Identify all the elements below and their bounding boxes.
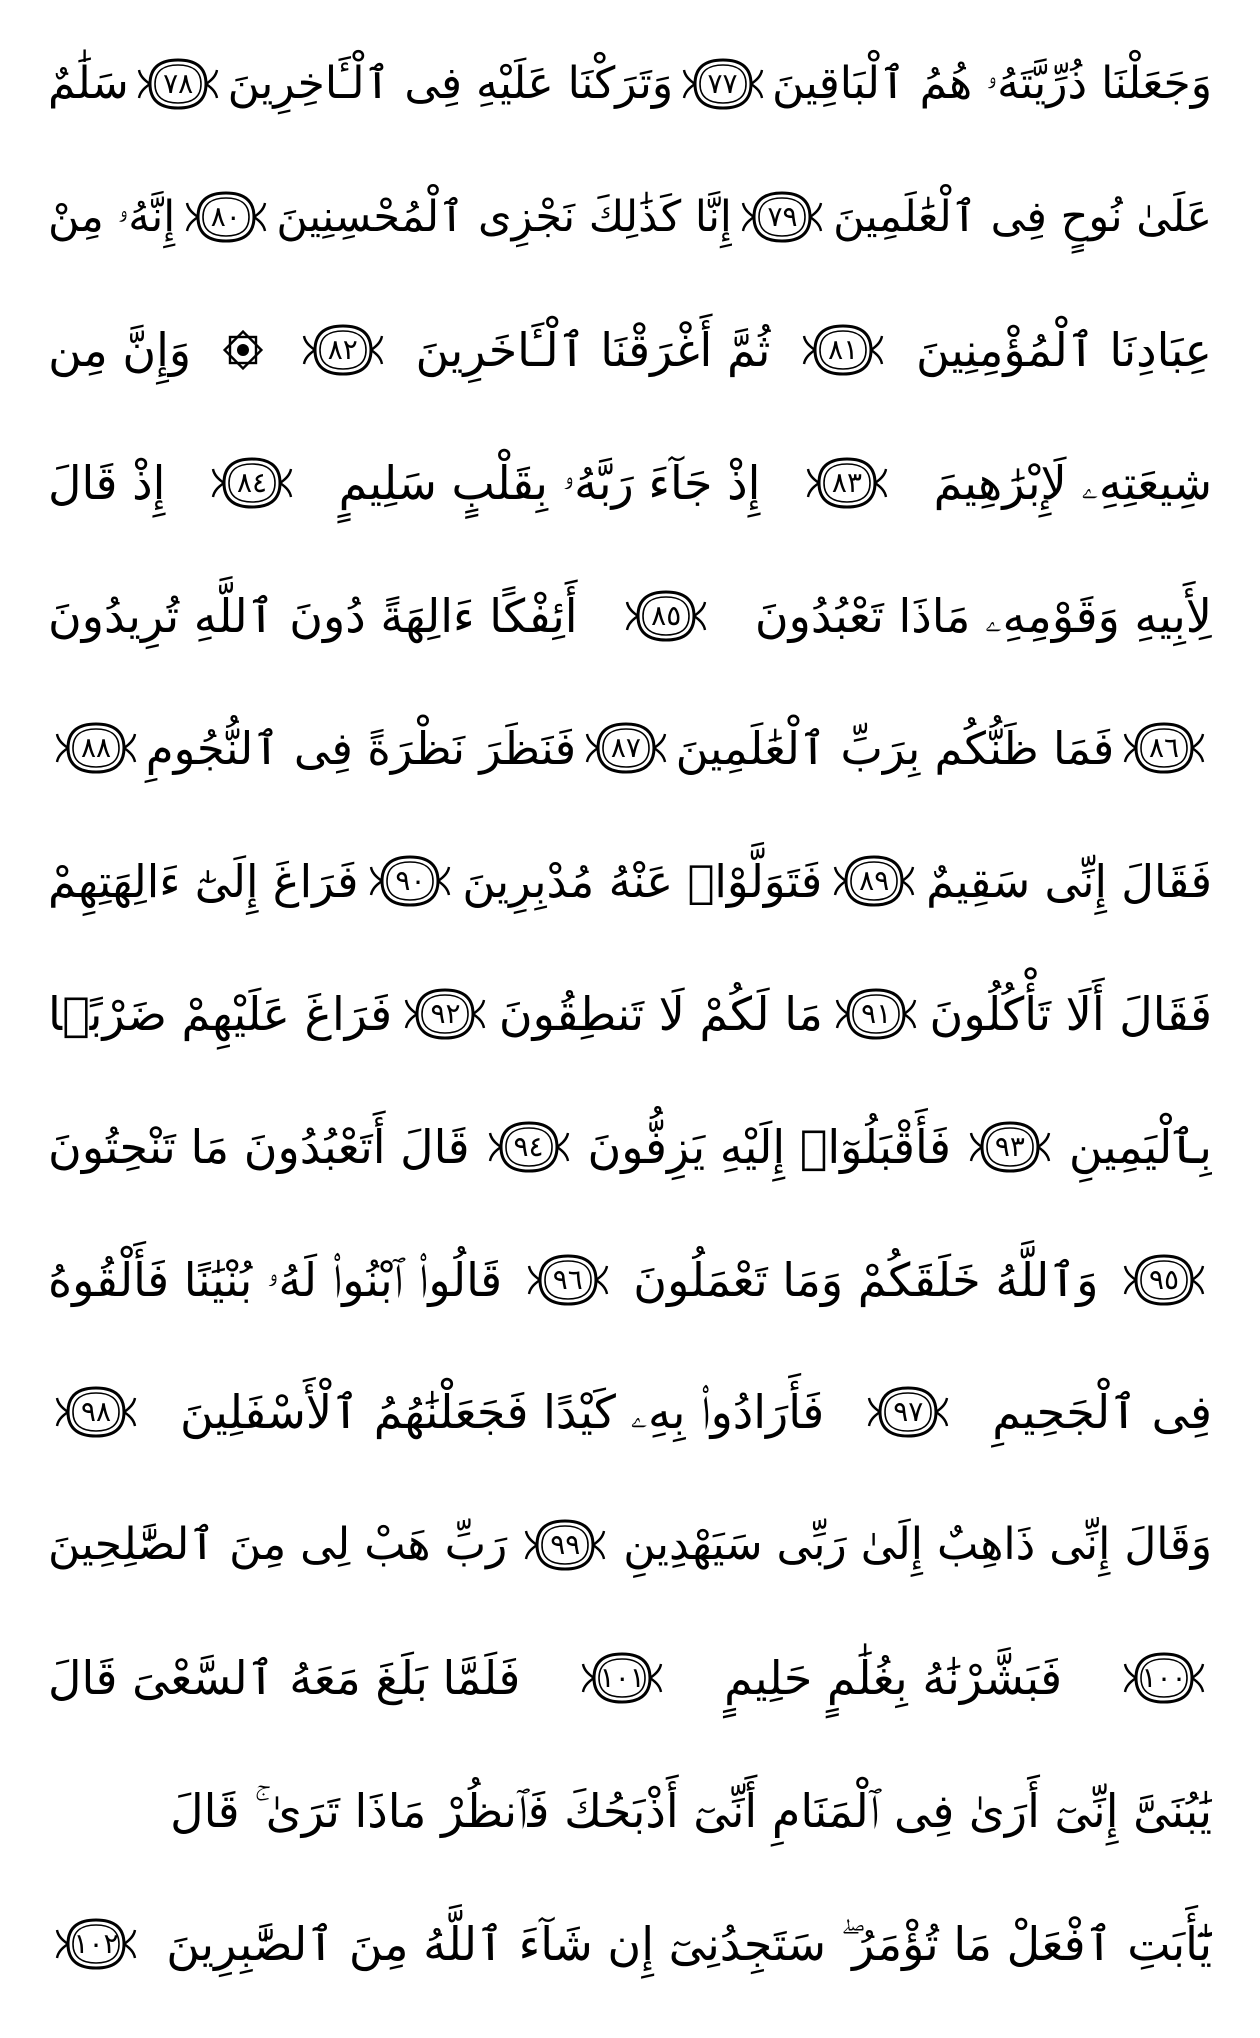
verse-text: فِى ٱلْجَحِيمِ: [992, 1385, 1212, 1440]
verse-text: شِيعَتِهِۦ لَإِبْرَٰهِيمَ: [933, 455, 1212, 510]
ayah-number-marker: [526, 1252, 610, 1308]
verse-text: فَرَاغَ عَلَيْهِمْ ضَرْبًۢا: [48, 986, 393, 1041]
verse-text: قَالَ أَتَعْبُدُونَ مَا تَنْحِتُونَ: [48, 1119, 470, 1174]
verse-text: إِذْ قَالَ: [48, 455, 166, 510]
ayah-number-marker: [1122, 1252, 1206, 1308]
verse-text: إِنَّهُۥ مِنْ: [48, 191, 176, 242]
ayah-number-marker: [805, 455, 889, 511]
verse-text: أَئِفْكًا ءَالِهَةً دُونَ ٱللَّهِ تُرِيدُونَ: [48, 588, 578, 643]
ayah-number-marker: [1122, 1650, 1206, 1706]
verse-text: وَإِنَّ مِن: [48, 322, 192, 377]
ayah-number: ٨٠: [210, 200, 241, 234]
ayah-number-marker: [968, 1119, 1052, 1175]
verse-text: وَجَعَلْنَا ذُرِّيَّتَهُۥ هُمُ ٱلْبَاقِينَ: [772, 58, 1212, 110]
verse-line: [48, 1877, 1212, 2010]
ayah-number: ٧٩: [767, 200, 798, 234]
ayah-number-marker: [681, 56, 765, 112]
verse-text: إِذْ جَآءَ رَبَّهُۥ بِقَلْبٍ سَلِيمٍ: [338, 455, 761, 510]
ayah-number: ٩٠: [395, 864, 426, 898]
hizb-marker: [220, 327, 266, 373]
verse-line: [48, 151, 1212, 284]
verse-line: [48, 682, 1212, 815]
verse-line: [48, 1080, 1212, 1213]
ayah-number-marker: [740, 189, 824, 245]
ayah-number-marker: [368, 853, 452, 909]
ayah-number: ٧٨: [163, 67, 194, 101]
ayah-number-marker: [487, 1119, 571, 1175]
ayah-number-marker: [866, 1384, 950, 1440]
verse-text: يَٰٓأَبَتِ ٱفْعَلْ مَا تُؤْمَرُ ۖ سَتَجِدُنِىٓ إِن شَآءَ ٱللَّهُ مِنَ ٱلصَّٰبِرِينَ: [166, 1916, 1212, 1971]
ayah-number: ٧٧: [707, 67, 738, 101]
ayah-number: ٨٧: [610, 731, 641, 765]
verse-text: عَلَىٰ نُوحٍ فِى ٱلْعَٰلَمِينَ: [833, 191, 1212, 242]
verse-line: [48, 1744, 1212, 1877]
ayah-number-marker: [54, 1916, 138, 1972]
ayah-number: ٨٢: [327, 332, 358, 366]
ayah-number-marker: [584, 720, 668, 776]
verse-text: إِنَّا كَذَٰلِكَ نَجْزِى ٱلْمُحْسِنِينَ: [276, 191, 732, 242]
verse-line: [48, 18, 1212, 151]
ayah-number: ٩٦: [552, 1262, 583, 1296]
verse-line: [48, 1479, 1212, 1612]
verse-text: فَقَالَ إِنِّى سَقِيمٌ: [926, 854, 1212, 908]
verse-text: فَبَشَّرْنَٰهُ بِغُلَٰمٍ حَلِيمٍ: [724, 1650, 1063, 1705]
verse-text: فَأَرَادُوا۟ بِهِۦ كَيْدًا فَجَعَلْنَٰهُمُ ٱلْأَسْفَلِينَ: [179, 1385, 825, 1440]
ayah-number-marker: [54, 1384, 138, 1440]
verse-text: وَتَرَكْنَا عَلَيْهِ فِى ٱلْـَٔاخِرِينَ: [227, 58, 674, 110]
ayah-number: ٩٨: [80, 1395, 112, 1429]
verse-text: فَتَوَلَّوْا۟ عَنْهُ مُدْبِرِينَ: [462, 854, 823, 908]
ayah-number-marker: [832, 853, 916, 909]
verse-text: فَمَا ظَنُّكُم بِرَبِّ ٱلْعَٰلَمِينَ: [675, 721, 1115, 775]
ayah-number: ٨٨: [80, 731, 112, 765]
ayah-number-marker: [184, 189, 268, 245]
ayah-number-marker: [523, 1517, 607, 1573]
ayah-number-marker: [580, 1650, 664, 1706]
verse-line: [48, 1346, 1212, 1479]
ayah-number-marker: [801, 322, 885, 378]
verse-lines: [48, 18, 1212, 2010]
verse-text: فَأَقْبَلُوٓا۟ إِلَيْهِ يَزِفُّونَ: [587, 1119, 951, 1174]
verse-text: قَالُوا۟ ٱبْنُوا۟ لَهُۥ بُنْيَٰنًا فَأَلْقُوهُ: [48, 1252, 503, 1307]
ayah-number: ٨٩: [859, 864, 890, 898]
ayah-number: ٩٤: [513, 1129, 544, 1163]
verse-line: [48, 1213, 1212, 1346]
verse-text: مَا لَكُمْ لَا تَنطِقُونَ: [498, 986, 823, 1041]
ayah-number: ١٠١: [599, 1660, 645, 1694]
ayah-number: ٩١: [861, 996, 892, 1030]
verse-line: [48, 1612, 1212, 1745]
ayah-number-marker: [834, 986, 918, 1042]
ayah-number: ٨٣: [831, 465, 862, 499]
ayah-number: ٩٧: [893, 1395, 924, 1429]
ayah-number: ٩٩: [550, 1528, 581, 1562]
verse-text: فَنَظَرَ نَظْرَةً فِى ٱلنُّجُومِ: [145, 721, 577, 775]
ayah-number: ١٠٢: [73, 1926, 119, 1960]
ayah-number-marker: [624, 588, 708, 644]
verse-text: فَلَمَّا بَلَغَ مَعَهُ ٱلسَّعْىَ قَالَ: [48, 1650, 521, 1705]
verse-line: [48, 815, 1212, 948]
ayah-number: ٨٥: [651, 598, 682, 632]
ayah-number-marker: [54, 720, 138, 776]
ayah-number-marker: [136, 56, 220, 112]
ayah-number-marker: [301, 322, 385, 378]
verse-text: وَقَالَ إِنِّى ذَاهِبٌ إِلَىٰ رَبِّى سَيَهْدِينِ: [623, 1519, 1212, 1571]
ayah-number: ٨٤: [236, 465, 268, 499]
verse-text: لِأَبِيهِ وَقَوْمِهِۦ مَاذَا تَعْبُدُونَ: [754, 588, 1212, 643]
rub-el-hizb-icon: [220, 327, 266, 373]
verse-line: [48, 284, 1212, 417]
verse-text: وَٱللَّهُ خَلَقَكُمْ وَمَا تَعْمَلُونَ: [633, 1252, 1099, 1307]
verse-text: بِٱلْيَمِينِ: [1068, 1119, 1212, 1174]
verse-text: سَلَٰمٌ: [48, 58, 129, 110]
verse-text: فَرَاغَ إِلَىٰٓ ءَالِهَتِهِمْ: [48, 854, 359, 908]
ayah-number: ٩٥: [1148, 1262, 1180, 1296]
ayah-number: ٨١: [828, 332, 859, 366]
ayah-number-marker: [1122, 720, 1206, 776]
verse-text: فَقَالَ أَلَا تَأْكُلُونَ: [929, 986, 1212, 1041]
verse-line: [48, 416, 1212, 549]
verse-text: يَٰبُنَىَّ إِنِّىٓ أَرَىٰ فِى ٱلْمَنَامِ أَنِّىٓ أَذْبَحُكَ فَٱنظُرْ مَاذَا تَرَىٰ ۚ قَالَ: [170, 1783, 1212, 1838]
ayah-number: ٩٣: [994, 1129, 1025, 1163]
verse-text: ثُمَّ أَغْرَقْنَا ٱلْـَٔاخَرِينَ: [415, 322, 771, 377]
ayah-number: ٩٢: [430, 996, 461, 1030]
ayah-number: ١٠٠: [1141, 1660, 1187, 1694]
verse-text: عِبَادِنَا ٱلْمُؤْمِنِينَ: [915, 322, 1212, 377]
verse-text: رَبِّ هَبْ لِى مِنَ ٱلصَّٰلِحِينَ: [48, 1519, 508, 1571]
ayah-number: ٨٦: [1148, 731, 1180, 765]
verse-line: [48, 549, 1212, 682]
verse-line: [48, 948, 1212, 1081]
ayah-number-marker: [403, 986, 487, 1042]
ayah-number-marker: [210, 455, 294, 511]
